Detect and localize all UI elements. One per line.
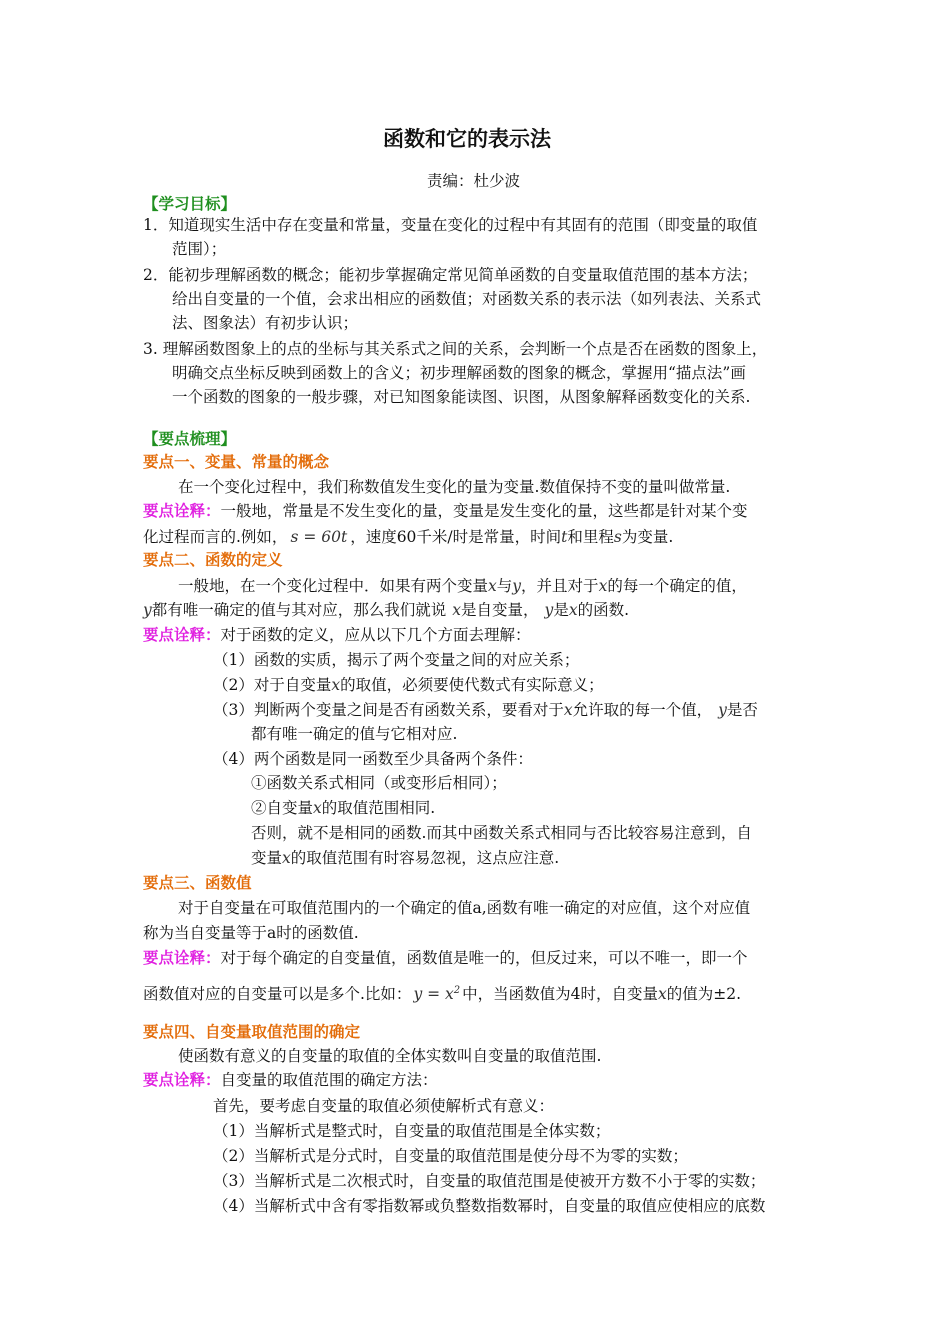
text: 都有唯一确定的值与其对应，那么我们就说	[151, 601, 447, 619]
variable: x	[658, 985, 667, 1004]
note-label: 要点诠释：	[143, 625, 221, 644]
text: 是	[553, 601, 569, 619]
text: ②自变量	[251, 799, 314, 817]
note-text: 对于函数的定义，应从以下几个方面去理解：	[220, 626, 531, 644]
paragraph-line: 对于自变量在可取值范围内的一个确定的值a,函数有唯一确定的对应值，这个对应值	[178, 899, 751, 917]
variable: x	[331, 676, 341, 694]
note-line	[143, 500, 748, 522]
goal-line: 给出自变量的一个值，会求出相应的函数值；对函数关系的表示法（如列表法、关系式	[172, 290, 762, 308]
variable: x	[452, 601, 462, 619]
note-line	[143, 624, 531, 646]
text: 与	[496, 577, 513, 595]
goals-heading: 【学习目标】	[143, 194, 237, 213]
section-heading: 要点三、函数值	[143, 873, 252, 892]
paragraph-line: 在一个变化过程中，我们称数值发生变化的量为变量.数值保持不变的量叫做常量.	[178, 478, 731, 496]
variable: x	[282, 849, 291, 867]
text: 的取值范围相同.	[321, 799, 436, 817]
text: 的取值，必须要使代数式有实际意义；	[340, 676, 604, 694]
goal-line: 1．知道现实生活中存在变量和常量，变量在变化的过程中有其固有的范围（即变量的取值	[143, 216, 758, 234]
text: ，并且对于	[521, 577, 599, 595]
note-text: 一般地，常量是不发生变化的量，变量是发生变化的量，这些都是针对某个变	[220, 502, 748, 520]
variable: x	[563, 701, 573, 719]
variable: y	[718, 701, 727, 719]
note-text: 化过程而言的.例如，	[143, 528, 288, 546]
list-item	[213, 674, 604, 696]
variable: s	[613, 528, 622, 546]
section-heading: 要点一、变量、常量的概念	[143, 452, 330, 471]
text: 的每一个确定的值，	[607, 577, 747, 595]
condition-item: ①函数关系式相同（或变形后相同）；	[251, 774, 507, 792]
text: 是自变量，	[461, 601, 539, 619]
list-item: （4）两个函数是同一函数至少具备两个条件：	[213, 750, 533, 768]
text: 变量	[251, 849, 283, 867]
condition-item	[251, 797, 435, 819]
variable: t	[561, 528, 568, 546]
list-item: （2）当解析式是分式时，自变量的取值范围是使分母不为零的实数；	[213, 1147, 688, 1165]
condition-item: 否则，就不是相同的函数.而其中函数关系式相同与否比较容易注意到，自	[251, 824, 752, 842]
formula	[411, 985, 462, 1003]
note-line	[143, 526, 673, 548]
text: 中，当函数值为4时，自变量	[462, 985, 659, 1004]
paragraph-line	[178, 575, 747, 597]
note-line	[143, 947, 748, 969]
variable: x	[488, 577, 497, 595]
text: 允许取的每一个值，	[572, 701, 713, 719]
goal-line: 3. 理解函数图象上的点的坐标与其关系式之间的关系，会判断一个点是否在函数的图象上，	[143, 340, 768, 358]
list-item: （4）当解析式中含有零指数幂或负整数指数幂时，自变量的取值应使相应的底数	[213, 1197, 766, 1215]
section-heading: 要点二、函数的定义	[143, 550, 283, 569]
text: （3）判断两个变量之间是否有函数关系，要看对于	[213, 701, 564, 719]
condition-item	[251, 847, 559, 869]
variable: y	[512, 577, 522, 595]
variable: y	[544, 601, 554, 619]
paragraph-line: 称为当自变量等于a时的函数值.	[143, 924, 359, 942]
list-item: （1）当解析式是整式时，自变量的取值范围是全体实数；	[213, 1122, 611, 1140]
variable: x	[598, 577, 608, 595]
text: 是否	[726, 701, 758, 719]
note-label: 要点诠释：	[143, 948, 221, 967]
note-label: 要点诠释：	[143, 501, 221, 520]
summary-heading: 【要点梳理】	[143, 429, 237, 448]
goal-line: 法、图象法）有初步认识；	[172, 314, 359, 332]
note-text: 为变量.	[621, 528, 674, 546]
note-text: 对于每个确定的自变量值，函数值是唯一的，但反过来，可以不唯一，即一个	[220, 949, 748, 967]
editor-line: 责编：杜少波	[427, 172, 521, 190]
note-line	[143, 980, 741, 1005]
note-line	[143, 1069, 438, 1091]
formula-base: y = x	[413, 985, 454, 1004]
text: 的值为±2.	[666, 985, 742, 1004]
list-item-cont: 都有唯一确定的值与它相对应.	[251, 725, 458, 743]
list-item: （3）当解析式是二次根式时，自变量的取值范围是使被开方数不小于零的实数；	[213, 1172, 766, 1190]
list-item: （1）函数的实质，揭示了两个变量之间的对应关系；	[213, 651, 580, 669]
goal-line: 明确交点坐标反映到函数上的含义；初步理解函数的图象的概念，掌握用“描点法”画	[172, 364, 746, 382]
note-text: ，速度60千米/时是常量，时间	[350, 528, 562, 546]
variable: x	[568, 601, 578, 619]
paragraph-line	[143, 599, 629, 621]
page-title: 函数和它的表示法	[383, 126, 551, 151]
paragraph-line: 使函数有意义的自变量的取值的全体实数叫自变量的取值范围.	[178, 1047, 602, 1065]
text: 的函数.	[577, 601, 630, 619]
paragraph-line: 首先，要考虑自变量的取值必须使解析式有意义：	[213, 1097, 555, 1115]
formula: s = 60t	[290, 528, 348, 546]
variable: y	[143, 601, 152, 619]
text: （2）对于自变量	[213, 676, 332, 694]
text: 的取值范围有时容易忽视，这点应注意.	[290, 849, 560, 867]
goal-line: 一个函数的图象的一般步骤，对已知图象能读图、识图，从图象解释函数变化的关系.	[172, 388, 751, 406]
goal-line: 范围）；	[172, 240, 227, 258]
text: 函数值对应的自变量可以是多个.比如：	[143, 985, 412, 1004]
note-text: 和里程	[567, 528, 614, 546]
section-heading: 要点四、自变量取值范围的确定	[143, 1022, 361, 1041]
goal-line: 2．能初步理解函数的概念；能初步掌握确定常见简单函数的自变量取值范围的基本方法；	[143, 266, 758, 284]
variable: x	[313, 799, 322, 817]
note-label: 要点诠释：	[143, 1070, 221, 1089]
note-text: 自变量的取值范围的确定方法：	[220, 1071, 438, 1089]
list-item	[213, 699, 758, 721]
formula-exponent: 2	[453, 985, 461, 996]
text: 一般地，在一个变化过程中．如果有两个变量	[178, 577, 489, 595]
